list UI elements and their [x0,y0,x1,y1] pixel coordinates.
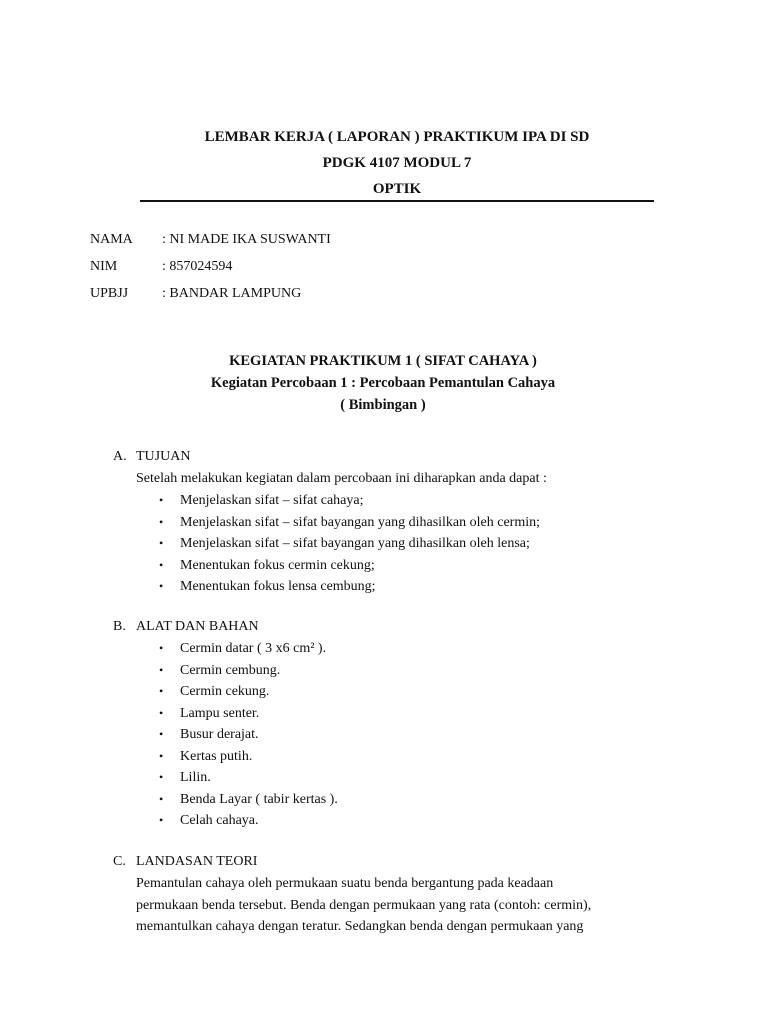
section-intro: Setelah melakukan kegiatan dalam percobaan ini diharapkan anda dapat : [136,471,547,486]
bullet-icon: • [159,748,164,763]
list-item [113,533,653,555]
identity-row-nim [90,257,590,284]
list-item-text: Kertas putih. [180,748,253,764]
list-item-text: Benda Layar ( tabir kertas ). [180,791,338,807]
bullet-icon: • [159,557,164,572]
section-letter: A. [113,449,127,464]
bullet-list [113,638,653,832]
header-course-code: PDGK 4107 MODUL 7 [322,155,472,171]
bullet-icon: • [159,705,164,720]
section-letter: C. [113,854,126,869]
list-item-text: Lampu senter. [180,705,260,721]
section-heading [113,851,653,873]
list-item-text: Menjelaskan sifat – sifat bayangan yang dihasilkan oleh cermin; [180,514,541,530]
list-item-text: Menjelaskan sifat – sifat bayangan yang dihasilkan oleh lensa; [180,536,530,551]
list-item-text: Celah cahaya. [180,813,259,828]
list-item-text: Menentukan fokus lensa cembung; [180,579,376,594]
identity-value: : BANDAR LAMPUNG [162,286,302,301]
bullet-icon: • [159,727,164,741]
paragraph-line: memantulkan cahaya dengan teratur. Sedangkan benda dengan permukaan yang [136,919,584,934]
list-item-text: Cermin cembung. [180,662,281,678]
header-title: LEMBAR KERJA ( LAPORAN ) PRAKTIKUM IPA DI SD [204,129,590,145]
list-item [113,638,653,660]
list-item-text: Busur derajat. [180,727,259,742]
list-item [113,660,653,682]
header-topic: OPTIK [372,181,422,197]
section-title: TUJUAN [136,449,191,464]
paragraph-line: Pemantulan cahaya oleh permukaan suatu benda bergantung pada keadaan [136,876,554,891]
bullet-icon: • [159,684,164,698]
bullet-icon: • [159,514,164,529]
section-tujuan [113,446,653,598]
list-item [113,703,653,725]
paragraph-line: permukaan benda tersebut. Benda dengan permukaan yang rata (contoh: cermin), [136,897,592,913]
activity-title-block [140,350,626,416]
section-landasan-teori [113,851,653,938]
bullet-icon: • [159,493,164,507]
section-alat-dan-bahan [113,616,653,832]
identity-label: NAMA [90,232,133,247]
list-item [113,555,653,577]
list-item [113,490,653,512]
list-item [113,789,653,811]
list-item [113,576,653,598]
activity-subtitle: Kegiatan Percobaan 1 : Percobaan Pemantulan Cahaya [210,375,556,391]
identity-row-upbjj [90,284,590,311]
identity-value: : NI MADE IKA SUSWANTI [162,232,331,247]
identity-label: UPBJJ [90,286,129,301]
list-item [113,724,653,746]
list-item-text: Cermin datar ( 3 x6 cm² ). [180,641,327,656]
bullet-icon: • [159,791,164,806]
identity-value: : 857024594 [162,259,233,274]
header-divider [140,200,654,202]
bullet-icon: • [159,770,164,784]
bullet-icon: • [159,641,164,655]
list-item [113,681,653,703]
list-item-text: Menentukan fokus cermin cekung; [180,557,375,573]
bullet-icon: • [159,536,164,550]
identity-label: NIM [90,259,118,274]
list-item [113,746,653,768]
section-letter: B. [113,619,126,634]
theory-paragraph [136,873,636,938]
section-heading [113,616,653,638]
identity-block [90,230,590,311]
list-item-text: Menjelaskan sifat – sifat cahaya; [180,493,364,508]
identity-row-nama [90,230,590,257]
list-item-text: Cermin cekung. [180,684,270,699]
bullet-icon: • [159,579,164,593]
bullet-list [113,490,653,598]
section-title: LANDASAN TEORI [136,854,258,869]
section-heading [113,446,653,468]
document-header [140,124,654,202]
list-item [113,810,653,832]
bullet-icon: • [159,813,164,827]
list-item [113,512,653,534]
section-title: ALAT DAN BAHAN [136,619,259,634]
list-item-text: Lilin. [180,770,211,785]
activity-note: ( Bimbingan ) [340,397,426,413]
bullet-icon: • [159,662,164,677]
activity-title: KEGIATAN PRAKTIKUM 1 ( SIFAT CAHAYA ) [229,353,537,369]
list-item [113,767,653,789]
